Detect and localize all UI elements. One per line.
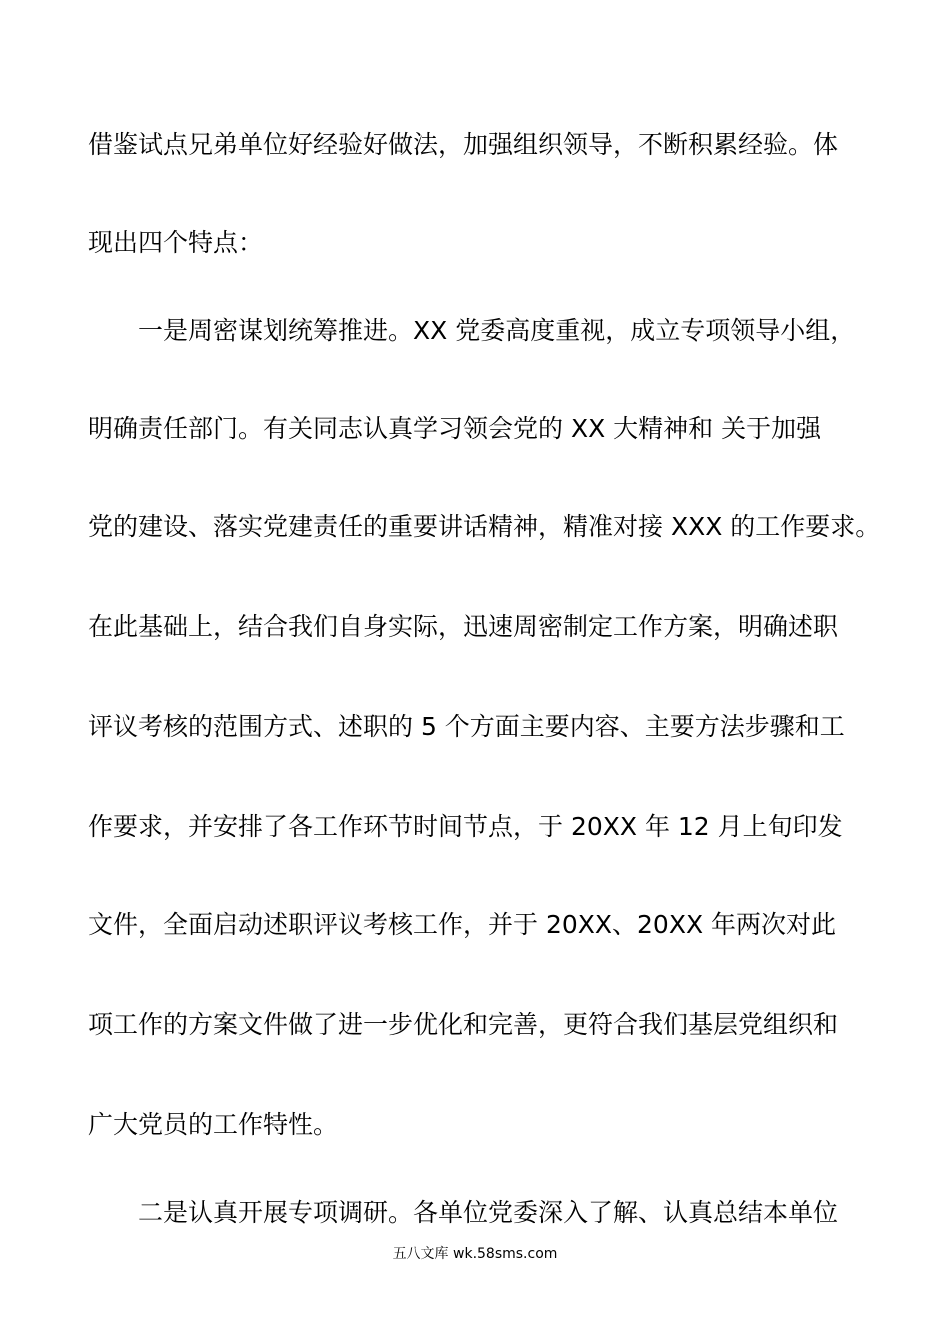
paragraph-start-line: 一是周密谋划统筹推进。XX 党委高度重视，成立专项领导小组， bbox=[138, 316, 856, 345]
body-line: 现出四个特点： bbox=[88, 228, 264, 257]
body-line: 广大党员的工作特性。 bbox=[88, 1110, 339, 1139]
body-line: 明确责任部门。有关同志认真学习领会党的 XX 大精神和 关于加强 bbox=[88, 414, 822, 443]
body-line: 文件，全面启动述职评议考核工作，并于 20XX、20XX 年两次对此 bbox=[88, 910, 837, 939]
body-line: 评议考核的范围方式、述职的 5 个方面主要内容、主要方法步骤和工 bbox=[88, 712, 845, 741]
footer-watermark-text: 五八文库 wk.58sms.com bbox=[392, 1246, 558, 1262]
body-line: 作要求，并安排了各工作环节时间节点，于 20XX 年 12 月上旬印发 bbox=[88, 812, 843, 841]
paragraph-start-line: 二是认真开展专项调研。各单位党委深入了解、认真总结本单位 bbox=[138, 1198, 839, 1227]
body-line: 借鉴试点兄弟单位好经验好做法，加强组织领导，不断积累经验。体 bbox=[88, 130, 839, 159]
body-line: 党的建设、落实党建责任的重要讲话精神，精准对接 XXX 的工作要求。 bbox=[88, 512, 881, 541]
body-line: 项工作的方案文件做了进一步优化和完善，更符合我们基层党组织和 bbox=[88, 1010, 839, 1039]
body-line: 在此基础上，结合我们自身实际，迅速周密制定工作方案，明确述职 bbox=[88, 612, 839, 641]
